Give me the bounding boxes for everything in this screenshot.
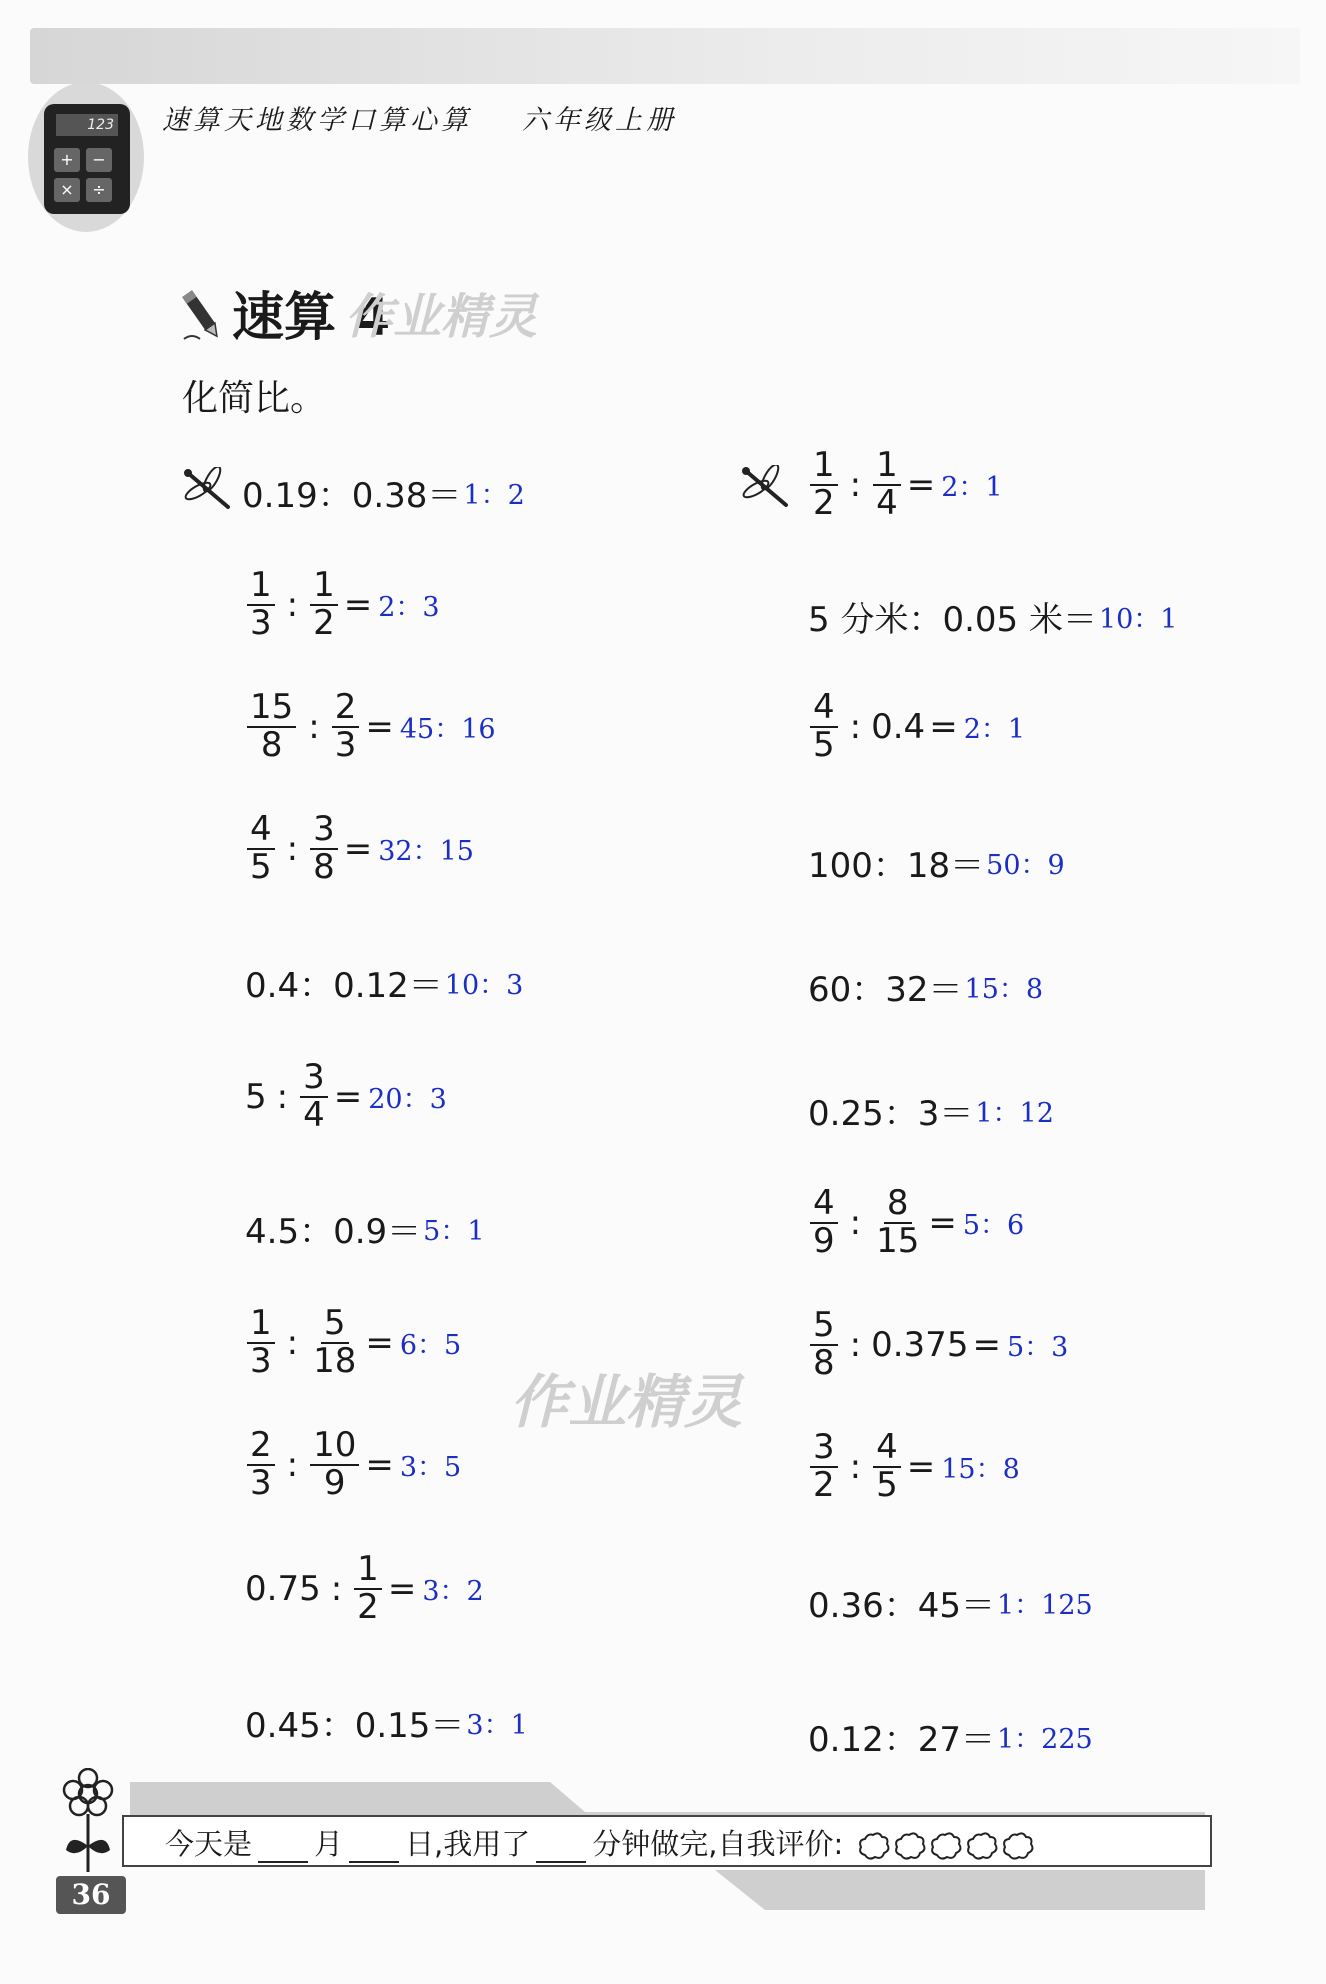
fraction bbox=[810, 1305, 838, 1383]
book-title: 速算天地数学口算心算 bbox=[162, 105, 472, 136]
numerator: 4 bbox=[810, 690, 838, 728]
problem-left-11 bbox=[245, 1698, 528, 1747]
answer: 3：5 bbox=[399, 1452, 462, 1484]
fraction bbox=[873, 445, 901, 523]
problem-prefix: 5 bbox=[245, 1076, 267, 1117]
answer: 2：1 bbox=[963, 714, 1026, 746]
numerator: 3 bbox=[810, 1430, 838, 1468]
problem-right-1 bbox=[808, 445, 1003, 523]
numerator: 2 bbox=[332, 690, 360, 728]
rating-flowers[interactable] bbox=[856, 1831, 1034, 1861]
answer: 1：225 bbox=[996, 1724, 1093, 1755]
problem-left-6 bbox=[245, 1057, 447, 1135]
answer: 5：1 bbox=[423, 1216, 485, 1247]
denominator: 4 bbox=[303, 1094, 325, 1135]
ratio-colon: : bbox=[849, 464, 862, 505]
answer: 2：1 bbox=[941, 472, 1003, 504]
footer-label-day: 日,我用了 bbox=[405, 1827, 531, 1861]
denominator: 5 bbox=[250, 846, 272, 887]
numerator: 3 bbox=[310, 812, 338, 850]
problem-expr: 5 分米：0.05 米＝ bbox=[808, 600, 1097, 640]
numerator: 1 bbox=[247, 1306, 275, 1344]
answer: 6：5 bbox=[399, 1330, 462, 1362]
equals-sign: = bbox=[928, 1202, 957, 1243]
fraction bbox=[247, 687, 296, 765]
problem-left-1 bbox=[242, 468, 525, 517]
problem-right-10 bbox=[808, 1578, 1093, 1627]
flower-outline-icon[interactable] bbox=[892, 1831, 926, 1861]
fraction bbox=[810, 687, 838, 765]
fraction bbox=[247, 1425, 275, 1503]
calculator-screen: 123 bbox=[56, 114, 118, 136]
answer: 5：6 bbox=[962, 1210, 1025, 1242]
denominator: 3 bbox=[250, 602, 272, 643]
fraction bbox=[310, 1425, 359, 1503]
equals-sign: = bbox=[906, 464, 936, 505]
month-blank[interactable] bbox=[258, 1837, 308, 1863]
denominator: 5 bbox=[813, 724, 835, 765]
problem-expr: 0.25：3＝ bbox=[808, 1094, 974, 1134]
numerator: 5 bbox=[321, 1306, 349, 1344]
flower-outline-icon[interactable] bbox=[928, 1831, 962, 1861]
problem-left-5 bbox=[245, 958, 523, 1007]
problem-right-11 bbox=[808, 1712, 1093, 1761]
equals-sign: = bbox=[906, 1446, 936, 1487]
numerator: 1 bbox=[310, 568, 338, 606]
answer: 3：2 bbox=[422, 1576, 484, 1608]
denominator: 8 bbox=[313, 846, 335, 887]
equals-sign: = bbox=[365, 706, 394, 747]
ratio-colon: : bbox=[286, 1444, 299, 1485]
ratio-colon: : bbox=[286, 584, 299, 625]
fraction bbox=[873, 1427, 901, 1505]
fraction bbox=[310, 565, 338, 643]
denominator: 3 bbox=[250, 1340, 272, 1381]
fraction bbox=[810, 1183, 838, 1261]
numerator: 1 bbox=[810, 448, 838, 486]
denominator: 8 bbox=[260, 724, 283, 765]
problem-suffix: 0.375 bbox=[871, 1324, 969, 1365]
fraction bbox=[310, 809, 338, 887]
answer: 10：1 bbox=[1098, 604, 1178, 635]
numerator: 8 bbox=[884, 1186, 912, 1224]
answer: 1：125 bbox=[996, 1590, 1093, 1621]
problem-expr: 0.12：27＝ bbox=[808, 1720, 995, 1760]
equals-sign: = bbox=[365, 1444, 394, 1485]
answer: 15：8 bbox=[964, 974, 1044, 1005]
numerator: 5 bbox=[810, 1308, 838, 1346]
section-title: 速算 4 bbox=[232, 288, 391, 348]
fraction bbox=[247, 1303, 275, 1381]
flower-outline-icon[interactable] bbox=[856, 1831, 890, 1861]
problem-right-4 bbox=[808, 838, 1065, 887]
day-blank[interactable] bbox=[349, 1837, 399, 1863]
problem-right-5 bbox=[808, 962, 1043, 1011]
pencil-icon bbox=[180, 285, 224, 345]
footer-label-month: 月 bbox=[314, 1827, 344, 1861]
ratio-colon: : bbox=[849, 1202, 862, 1243]
denominator: 18 bbox=[313, 1340, 357, 1381]
problem-left-2 bbox=[245, 565, 440, 643]
ratio-colon: : bbox=[330, 1568, 343, 1609]
minus-key-icon: − bbox=[86, 148, 112, 172]
numerator: 1 bbox=[247, 568, 275, 606]
answer: 2：3 bbox=[378, 592, 440, 624]
plus-key-icon: + bbox=[54, 148, 80, 172]
problem-left-9 bbox=[245, 1425, 462, 1503]
problem-left-8 bbox=[245, 1303, 462, 1381]
dragonfly-icon bbox=[182, 467, 234, 513]
equals-sign: = bbox=[972, 1324, 1001, 1365]
numerator: 4 bbox=[247, 812, 275, 850]
fraction bbox=[354, 1549, 382, 1627]
denominator: 2 bbox=[313, 602, 335, 643]
ratio-colon: : bbox=[286, 1322, 299, 1363]
numerator: 3 bbox=[300, 1060, 328, 1098]
denominator: 9 bbox=[323, 1462, 346, 1503]
problem-right-2 bbox=[808, 592, 1178, 641]
problem-right-9 bbox=[808, 1427, 1020, 1505]
ratio-colon: : bbox=[308, 706, 320, 747]
answer: 45：16 bbox=[399, 714, 496, 746]
denominator: 4 bbox=[876, 482, 898, 523]
problem-expr: 0.36：45＝ bbox=[808, 1586, 995, 1626]
answer: 50：9 bbox=[986, 850, 1065, 881]
equals-sign: = bbox=[343, 584, 373, 625]
watermark: 作业精灵 bbox=[510, 1368, 743, 1436]
denominator: 8 bbox=[813, 1342, 835, 1383]
equals-sign: = bbox=[343, 828, 373, 869]
denominator: 9 bbox=[813, 1220, 835, 1261]
problem-left-3 bbox=[245, 687, 496, 765]
footer-text bbox=[165, 1822, 1034, 1863]
flower-outline-icon[interactable] bbox=[1000, 1831, 1034, 1861]
fraction bbox=[310, 1303, 359, 1381]
ratio-colon: : bbox=[849, 1446, 862, 1487]
numerator: 4 bbox=[810, 1186, 838, 1224]
problem-expr: 0.19：0.38＝ bbox=[242, 476, 462, 516]
problem-expr: 0.4：0.12＝ bbox=[245, 966, 443, 1006]
numerator: 15 bbox=[247, 690, 296, 728]
fraction bbox=[810, 1427, 838, 1505]
answer: 20：3 bbox=[368, 1084, 447, 1116]
flower-outline-icon[interactable] bbox=[964, 1831, 998, 1861]
fraction bbox=[332, 687, 360, 765]
ratio-colon: : bbox=[849, 706, 862, 747]
dragonfly-icon bbox=[740, 465, 792, 511]
problem-right-7 bbox=[808, 1183, 1025, 1261]
denominator: 3 bbox=[334, 724, 357, 765]
footer-label-rating: 分钟做完,自我评价: bbox=[592, 1827, 844, 1861]
numerator: 2 bbox=[247, 1428, 275, 1466]
problem-expr: 60：32＝ bbox=[808, 970, 963, 1010]
watermark: 作业精灵 bbox=[345, 289, 538, 345]
answer: 32：15 bbox=[378, 836, 474, 868]
denominator: 2 bbox=[357, 1586, 379, 1627]
fraction bbox=[300, 1057, 328, 1135]
answer: 10：3 bbox=[444, 970, 524, 1001]
denominator: 3 bbox=[250, 1462, 272, 1503]
denominator: 2 bbox=[813, 1464, 835, 1505]
equals-sign: = bbox=[333, 1076, 363, 1117]
fraction bbox=[810, 445, 838, 523]
answer: 1：12 bbox=[975, 1098, 1054, 1129]
instruction: 化简比。 bbox=[182, 378, 327, 419]
problem-expr: 100：18＝ bbox=[808, 846, 985, 886]
fraction bbox=[873, 1183, 922, 1261]
equals-sign: = bbox=[929, 706, 958, 747]
minutes-blank[interactable] bbox=[536, 1837, 586, 1863]
answer: 15：8 bbox=[941, 1454, 1020, 1486]
numerator: 10 bbox=[310, 1428, 359, 1466]
fraction bbox=[247, 809, 275, 887]
problem-expr: 4.5：0.9＝ bbox=[245, 1212, 422, 1252]
calculator-icon bbox=[44, 104, 130, 214]
equals-sign: = bbox=[365, 1322, 394, 1363]
times-key-icon: × bbox=[54, 178, 80, 202]
problem-expr: 0.45：0.15＝ bbox=[245, 1706, 465, 1746]
problem-left-7 bbox=[245, 1204, 485, 1253]
answer: 3：1 bbox=[466, 1710, 528, 1741]
denominator: 15 bbox=[876, 1220, 920, 1261]
numerator: 4 bbox=[873, 1430, 901, 1468]
numerator: 1 bbox=[354, 1552, 382, 1590]
problem-prefix: 0.75 bbox=[245, 1568, 321, 1609]
answer: 5：3 bbox=[1006, 1332, 1069, 1364]
problem-right-6 bbox=[808, 1086, 1054, 1135]
footer-label-today: 今天是 bbox=[165, 1827, 253, 1861]
fraction bbox=[247, 565, 275, 643]
ratio-colon: : bbox=[849, 1324, 862, 1365]
problem-right-8 bbox=[808, 1305, 1069, 1383]
equals-sign: = bbox=[387, 1568, 417, 1609]
divide-key-icon: ÷ bbox=[86, 178, 112, 202]
flower-icon bbox=[58, 1768, 118, 1878]
ratio-colon: : bbox=[276, 1076, 289, 1117]
problem-right-3 bbox=[808, 687, 1026, 765]
grade-label: 六年级上册 bbox=[522, 105, 677, 136]
problem-suffix: 0.4 bbox=[871, 706, 926, 747]
denominator: 2 bbox=[813, 482, 835, 523]
answer: 1：2 bbox=[463, 480, 525, 511]
numerator: 1 bbox=[873, 448, 901, 486]
problem-left-4 bbox=[245, 809, 474, 887]
denominator: 5 bbox=[876, 1464, 898, 1505]
header-band bbox=[30, 28, 1300, 84]
ratio-colon: : bbox=[286, 828, 299, 869]
problem-left-10 bbox=[245, 1549, 484, 1627]
page-number: 36 bbox=[56, 1876, 126, 1914]
